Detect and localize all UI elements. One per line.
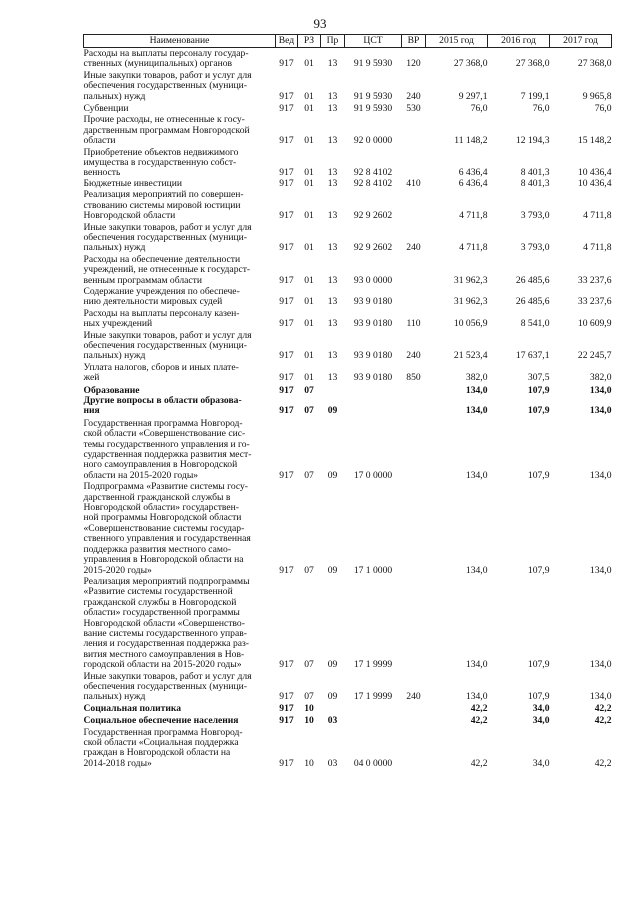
cell-vr: 530: [406, 103, 421, 115]
cell-2015: 10 056,9: [453, 318, 488, 330]
cell-2017: 33 237,6: [577, 274, 612, 286]
cell-2015: 42,2: [470, 715, 488, 727]
cell-rz: 01: [304, 135, 314, 147]
cell-vr: [402, 481, 426, 576]
table-row: [84, 714, 612, 726]
cell-2016: 107,9: [527, 691, 550, 703]
cell-2016: 27 368,0: [515, 58, 550, 70]
budget-table: [83, 34, 612, 769]
table-row: [84, 179, 612, 189]
cell-pr: 09: [327, 691, 338, 703]
cell-cst: 93 9 0180: [353, 296, 393, 308]
cell-vr: [402, 254, 426, 286]
cell-ved: 917: [279, 177, 294, 189]
cell-name: Иные закупки товаров, работ и услуг для обеспечения государственных (муници- пальных) нужд: [83, 329, 252, 362]
cell-ved: 917: [279, 210, 294, 222]
cell-2016: 26 485,6: [515, 296, 550, 308]
table-row: [84, 286, 612, 308]
header-vr: ВР: [402, 35, 426, 48]
cell-vr: [402, 417, 426, 481]
cell-2017: 33 237,6: [577, 296, 612, 308]
cell-2015: 76,0: [470, 103, 488, 115]
cell-2015: 4 711,8: [459, 242, 488, 254]
cell-ved: 917: [279, 350, 294, 362]
cell-ved: 917: [279, 274, 294, 286]
cell-2016: 307,5: [527, 372, 550, 384]
cell-cst: 93 9 0180: [353, 372, 393, 384]
cell-pr: 13: [327, 90, 338, 102]
cell-ved: 917: [279, 296, 294, 308]
table-row: [84, 222, 612, 254]
cell-vr: [402, 286, 426, 308]
cell-vr: [402, 396, 426, 417]
cell-name: Расходы на выплаты персоналу государ- ственных (муниципальных) органов: [83, 48, 249, 70]
cell-2015: 6 436,4: [458, 167, 488, 179]
cell-name: Иные закупки товаров, работ и услуг для обеспечения государственных (муници- пальных) нужд: [83, 670, 252, 703]
cell-pr: 09: [327, 469, 338, 481]
table-row: [84, 417, 612, 481]
cell-2017: 27 368,0: [577, 58, 612, 70]
cell-rz: 01: [304, 274, 314, 286]
cell-2015: 134,0: [465, 564, 488, 576]
cell-vr: 120: [406, 58, 421, 70]
header-cst: ЦСТ: [345, 35, 402, 48]
cell-rz: 01: [304, 167, 314, 179]
cell-2015: 4 711,8: [459, 210, 488, 222]
cell-rz: 07: [304, 691, 314, 703]
cell-vr: [402, 727, 426, 770]
cell-ved: 917: [279, 757, 294, 769]
cell-pr: 13: [327, 350, 338, 362]
cell-name: Расходы на выплаты персоналу казен- ных учреждений: [83, 307, 240, 330]
cell-pr: 13: [327, 177, 338, 189]
header-name: Наименование: [84, 35, 276, 48]
cell-pr: 13: [327, 210, 338, 222]
cell-cst: 92 0 0000: [353, 135, 393, 147]
cell-2015: 134,0: [465, 469, 488, 481]
cell-2017: 134,0: [589, 564, 612, 576]
cell-name: Социальная политика: [83, 702, 182, 714]
cell-2015: 31 962,3: [453, 274, 488, 286]
cell-rz: 07: [304, 469, 314, 481]
cell-2017: 4 711,8: [583, 242, 612, 254]
cell-pr: 13: [327, 135, 338, 147]
cell-2016: 3 793,0: [520, 210, 550, 222]
cell-cst: 92 9 2602: [353, 210, 393, 222]
cell-ved: 917: [279, 372, 294, 384]
cell-2015: 382,0: [465, 372, 488, 384]
cell-pr: [321, 703, 345, 714]
cell-name: Подпрограмма «Развитие системы госу- дарственной гражданской службы в Новгородской области» государствен- ной программы Новгородской области «Совершенствование системы государ- ственного управления и государственная поддержка развития местного само- управления в Новгородской области на 2015-2020 годы»: [83, 481, 251, 576]
cell-2016: 107,9: [527, 659, 550, 671]
cell-pr: 13: [327, 318, 338, 330]
cell-name: Уплата налогов, сборов и иных платe- жей: [83, 361, 239, 384]
cell-2015: 134,0: [465, 691, 488, 703]
table-row: [84, 114, 612, 146]
cell-ved: 917: [279, 135, 294, 147]
cell-2017: 134,0: [589, 659, 612, 671]
cell-name: Другие вопросы в области образова- ния: [83, 395, 242, 417]
table-row: [84, 362, 612, 384]
cell-name: Образование: [83, 384, 140, 396]
cell-vr: [402, 703, 426, 714]
cell-2017: 15 148,2: [577, 135, 612, 147]
cell-vr: [402, 114, 426, 146]
cell-cst: [345, 714, 402, 726]
cell-2016: 34,0: [532, 715, 550, 727]
header-pr: Пр: [321, 35, 345, 48]
cell-ved: 917: [279, 242, 294, 254]
cell-name: Содержание учреждения по обеспече- нию деятельности мировых судей: [83, 285, 240, 308]
cell-vr: 410: [406, 177, 421, 189]
cell-vr: 850: [406, 372, 421, 384]
cell-rz: 01: [304, 372, 314, 384]
cell-vr: [402, 189, 426, 221]
cell-pr: 09: [327, 405, 338, 417]
cell-vr: 240: [406, 350, 421, 362]
cell-pr: 13: [327, 274, 338, 286]
table-row: [84, 576, 612, 671]
table-row: [84, 703, 612, 714]
cell-2016: 12 194,3: [515, 135, 550, 147]
cell-name: Реализация мероприятий по совершен- ствованию системы мировой юстиции Новгородской области: [83, 189, 244, 222]
cell-2015: 11 148,2: [454, 135, 488, 147]
cell-rz: 01: [304, 296, 314, 308]
cell-rz: 01: [304, 177, 314, 189]
cell-name: Социальное обеспечение населения: [83, 715, 239, 727]
cell-2016: 7 199,1: [520, 90, 550, 102]
cell-vr: [402, 147, 426, 179]
table-row: [84, 727, 612, 770]
cell-cst: [345, 703, 402, 714]
cell-ved: 917: [279, 702, 294, 714]
cell-2017: 134,0: [589, 384, 612, 396]
cell-cst: 17 1 9999: [353, 691, 393, 703]
cell-cst: 92 8 4102: [353, 167, 393, 179]
table-row: [84, 254, 612, 286]
cell-2016: 34,0: [532, 702, 550, 714]
cell-cst: 17 1 0000: [353, 564, 393, 576]
cell-2017: 42,2: [594, 715, 612, 727]
cell-vr: [402, 714, 426, 726]
cell-2016: 17 637,1: [515, 350, 550, 362]
cell-cst: 92 9 2602: [353, 242, 393, 254]
page-number: 93: [313, 16, 327, 31]
cell-2017: 4 711,8: [583, 210, 612, 222]
cell-2017: 134,0: [589, 691, 612, 703]
cell-2015: 9 297,1: [458, 90, 488, 102]
cell-cst: 04 0 0000: [353, 757, 393, 769]
cell-rz: 01: [304, 242, 314, 254]
cell-2016: 107,9: [527, 564, 550, 576]
cell-rz: 07: [304, 384, 314, 396]
cell-vr: 240: [406, 691, 421, 703]
cell-pr: 13: [327, 372, 338, 384]
cell-ved: 917: [279, 103, 294, 115]
cell-2016: 8 401,3: [520, 177, 550, 189]
cell-name: Субвенции: [83, 103, 129, 115]
cell-name: Реализация мероприятий подпрограммы «Развитие системы государственной гражданской службы в Новгородской области» государственной программы Новгородской области «Совершенство- вание системы государственного управ- ления и государственная поддержка раз- вития местного самоуправления в Нов- городской области на 2015-2020 годы»: [83, 575, 250, 671]
cell-ved: 917: [279, 659, 294, 671]
cell-ved: 917: [279, 715, 294, 727]
cell-name: Расходы на обеспечение деятельности учреждений, не отнесенные к государст- венным программам области: [83, 253, 251, 286]
cell-pr: 13: [327, 58, 338, 70]
cell-2016: 26 485,6: [515, 274, 550, 286]
cell-pr: 09: [327, 659, 338, 671]
cell-2017: 134,0: [589, 405, 612, 417]
cell-rz: 10: [304, 715, 314, 727]
table-row: [84, 102, 612, 114]
header-2017: 2017 год: [550, 35, 612, 48]
cell-2017: 42,2: [594, 702, 612, 714]
cell-ved: 917: [279, 167, 294, 179]
cell-ved: 917: [279, 90, 294, 102]
cell-2017: 9 965,8: [582, 90, 612, 102]
table-row: [84, 481, 612, 576]
cell-2015: 31 962,3: [453, 296, 488, 308]
cell-vr: 240: [406, 90, 421, 102]
cell-2015: 6 436,4: [458, 177, 488, 189]
cell-cst: 93 0 0000: [353, 274, 393, 286]
cell-rz: 10: [304, 757, 314, 769]
cell-2017: 10 436,4: [577, 177, 612, 189]
cell-cst: 91 9 5930: [353, 58, 393, 70]
cell-pr: 13: [327, 242, 338, 254]
cell-cst: 92 8 4102: [353, 177, 393, 189]
cell-pr: [321, 384, 345, 396]
cell-cst: 17 0 0000: [353, 469, 393, 481]
cell-ved: 917: [279, 405, 294, 417]
cell-rz: 01: [304, 210, 314, 222]
header-rz: РЗ: [298, 35, 321, 48]
cell-2015: 134,0: [465, 405, 488, 417]
cell-vr: [402, 576, 426, 671]
cell-2016: 107,9: [527, 469, 550, 481]
cell-2016: 34,0: [532, 757, 550, 769]
cell-2016: 8 401,3: [520, 167, 550, 179]
cell-2015: 134,0: [465, 659, 488, 671]
cell-name: Иные закупки товаров, работ и услуг для обеспечения государственных (муници- пальных) нужд: [83, 69, 252, 102]
cell-name: Государственная программа Новгород- ской области «Совершенствование сис- темы государственного управления и го- сударственная поддержка развития мест- ного самоуправления в Новгородской области на 2015-2020 годы»: [83, 417, 252, 481]
cell-ved: 917: [279, 564, 294, 576]
cell-pr: 13: [327, 167, 338, 179]
cell-pr: 13: [327, 296, 338, 308]
cell-rz: 10: [304, 702, 314, 714]
table-row: [84, 70, 612, 102]
cell-pr: 03: [327, 715, 338, 727]
cell-2016: 3 793,0: [520, 242, 550, 254]
cell-cst: [345, 384, 402, 396]
cell-name: Бюджетные инвестиции: [83, 177, 182, 189]
cell-rz: 07: [304, 564, 314, 576]
cell-2016: 107,9: [527, 405, 550, 417]
cell-2017: 22 245,7: [577, 350, 612, 362]
table-row: [84, 48, 612, 70]
table-body: [84, 48, 612, 770]
cell-cst: 93 9 0180: [353, 350, 393, 362]
cell-vr: 240: [406, 242, 421, 254]
cell-rz: 01: [304, 350, 314, 362]
table-row: [84, 308, 612, 330]
cell-ved: 917: [279, 691, 294, 703]
cell-name: Прочие расходы, не отнесенные к госу- дарственным программам Новгородской области: [83, 114, 250, 147]
table-row: [84, 671, 612, 703]
table-row: [84, 147, 612, 179]
cell-rz: 01: [304, 58, 314, 70]
header-2015: 2015 год: [426, 35, 488, 48]
cell-2016: 107,9: [527, 384, 550, 396]
cell-cst: 93 9 0180: [353, 318, 393, 330]
cell-ved: 917: [279, 318, 294, 330]
cell-pr: 03: [327, 757, 338, 769]
cell-2017: 134,0: [589, 469, 612, 481]
cell-ved: 917: [279, 469, 294, 481]
cell-2017: 76,0: [594, 103, 612, 115]
header-ved: Вед: [276, 35, 298, 48]
cell-2015: 42,2: [470, 702, 488, 714]
cell-rz: 01: [304, 318, 314, 330]
cell-ved: 917: [279, 384, 294, 396]
cell-2016: 76,0: [532, 103, 550, 115]
cell-rz: 07: [304, 659, 314, 671]
table-row: [84, 189, 612, 221]
cell-2015: 21 523,4: [453, 350, 488, 362]
table-row: [84, 396, 612, 417]
cell-vr: [402, 384, 426, 396]
cell-cst: 91 9 5930: [353, 103, 393, 115]
cell-2017: 382,0: [589, 372, 612, 384]
cell-cst: [345, 396, 402, 417]
cell-name: Приобретение объектов недвижимого имущества в государственную собст- венность: [83, 146, 239, 179]
cell-rz: 01: [304, 103, 314, 115]
cell-pr: 09: [327, 564, 338, 576]
cell-2015: 27 368,0: [453, 58, 488, 70]
cell-pr: 13: [327, 103, 338, 115]
table-header-row: [84, 35, 612, 48]
cell-cst: 17 1 9999: [353, 659, 393, 671]
cell-rz: 07: [304, 405, 314, 417]
cell-vr: 110: [406, 318, 421, 330]
cell-name: Иные закупки товаров, работ и услуг для обеспечения государственных (муници- пальных) нужд: [83, 221, 252, 254]
cell-name: Государственная программа Новгород- ской области «Социальная поддержка граждан в Новгородской области на 2014-2018 годы»: [83, 726, 243, 769]
cell-2015: 42,2: [470, 757, 488, 769]
cell-2015: 134,0: [465, 384, 488, 396]
cell-ved: 917: [279, 58, 294, 70]
cell-2016: 8 541,0: [520, 318, 550, 330]
cell-cst: 91 9 5930: [353, 90, 393, 102]
cell-2017: 10 436,4: [577, 167, 612, 179]
table-row: [84, 330, 612, 362]
cell-2017: 42,2: [594, 757, 612, 769]
cell-rz: 01: [304, 90, 314, 102]
header-2016: 2016 год: [488, 35, 550, 48]
cell-2017: 10 609,9: [577, 318, 612, 330]
